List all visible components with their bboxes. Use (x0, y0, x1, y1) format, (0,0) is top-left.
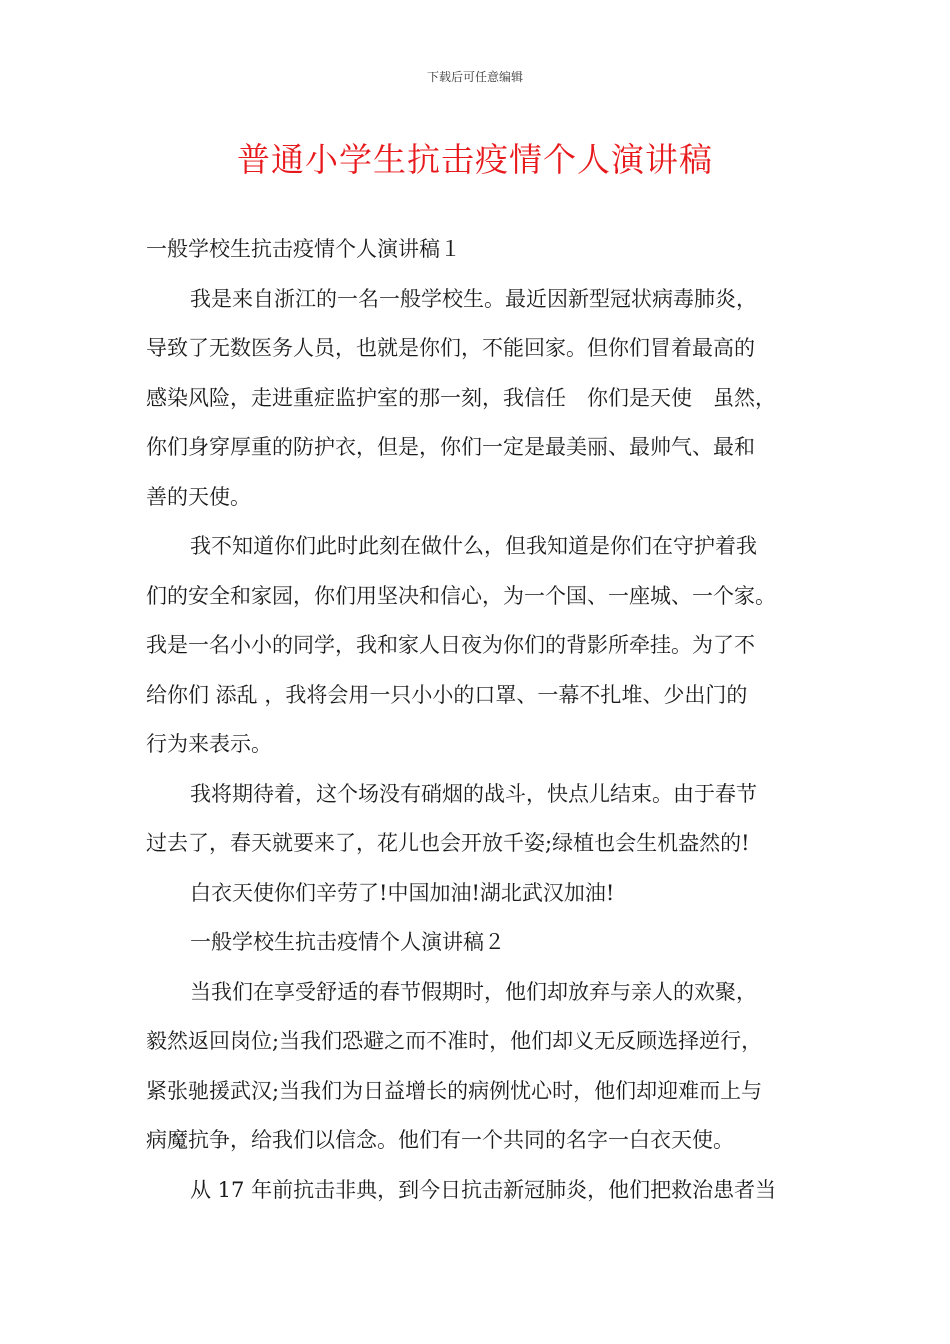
text-line: 毅然返回岗位;当我们恐避之而不准时，他们却义无反顾选择逆行， (146, 1029, 763, 1053)
text-line: 白衣天使你们辛劳了!中国加油!湖北武汉加油! (190, 880, 615, 905)
text-line: 当我们在享受舒适的春节假期时，他们却放弃与亲人的欢聚， (190, 979, 757, 1004)
text-line: 善的天使。 (146, 484, 251, 509)
document-title: 普通小学生抗击疫情个人演讲稿 (237, 140, 713, 179)
text-line: 感染风险，走进重症监护室的那一刻，我信任 你们是天使 虽然， (146, 385, 776, 410)
text-line: 你们身穿厚重的防护衣，但是，你们一定是最美丽、最帅气、最和 (146, 435, 755, 459)
text-line: 过去了，春天就要来了，花儿也会开放千姿;绿植也会生机盎然的! (146, 831, 750, 855)
document-body (146, 225, 814, 1215)
text-line: 我是来自浙江的一名一般学校生。最近因新型冠状病毒肺炎， (190, 286, 757, 311)
text-line: 从 17 年前抗击非典，到今日抗击新冠肺炎，他们把救治患者当 (190, 1177, 777, 1202)
text-line: 我将期待着，这个场没有硝烟的战斗，快点儿结束。由于春节 (190, 781, 757, 806)
text-line: 导致了无数医务人员，也就是你们，不能回家。但你们冒着最高的 (146, 336, 755, 360)
text-line: 行为来表示。 (146, 732, 272, 756)
page-header: 下载后可任意编辑 (426, 70, 523, 84)
text-line: 一般学校生抗击疫情个人演讲稿１ (146, 237, 461, 261)
text-line: 们的安全和家园，你们用坚决和信心，为一个国、一座城、一个家。 (146, 583, 776, 608)
text-line: 我不知道你们此时此刻在做什么，但我知道是你们在守护着我 (190, 534, 757, 558)
text-line: 我是一名小小的同学，我和家人日夜为你们的背影所牵挂。为了不 (146, 633, 755, 657)
text-line: 一般学校生抗击疫情个人演讲稿２ (190, 930, 505, 954)
text-line: 紧张驰援武汉;当我们为日益增长的病例忧心时，他们却迎难而上与 (146, 1078, 763, 1103)
text-line: 给你们 添乱 ，我将会用一只小小的口罩、一幕不扎堆、少出门的 (146, 682, 748, 707)
text-line: 病魔抗争，给我们以信念。他们有一个共同的名字一白衣天使。 (146, 1128, 734, 1152)
